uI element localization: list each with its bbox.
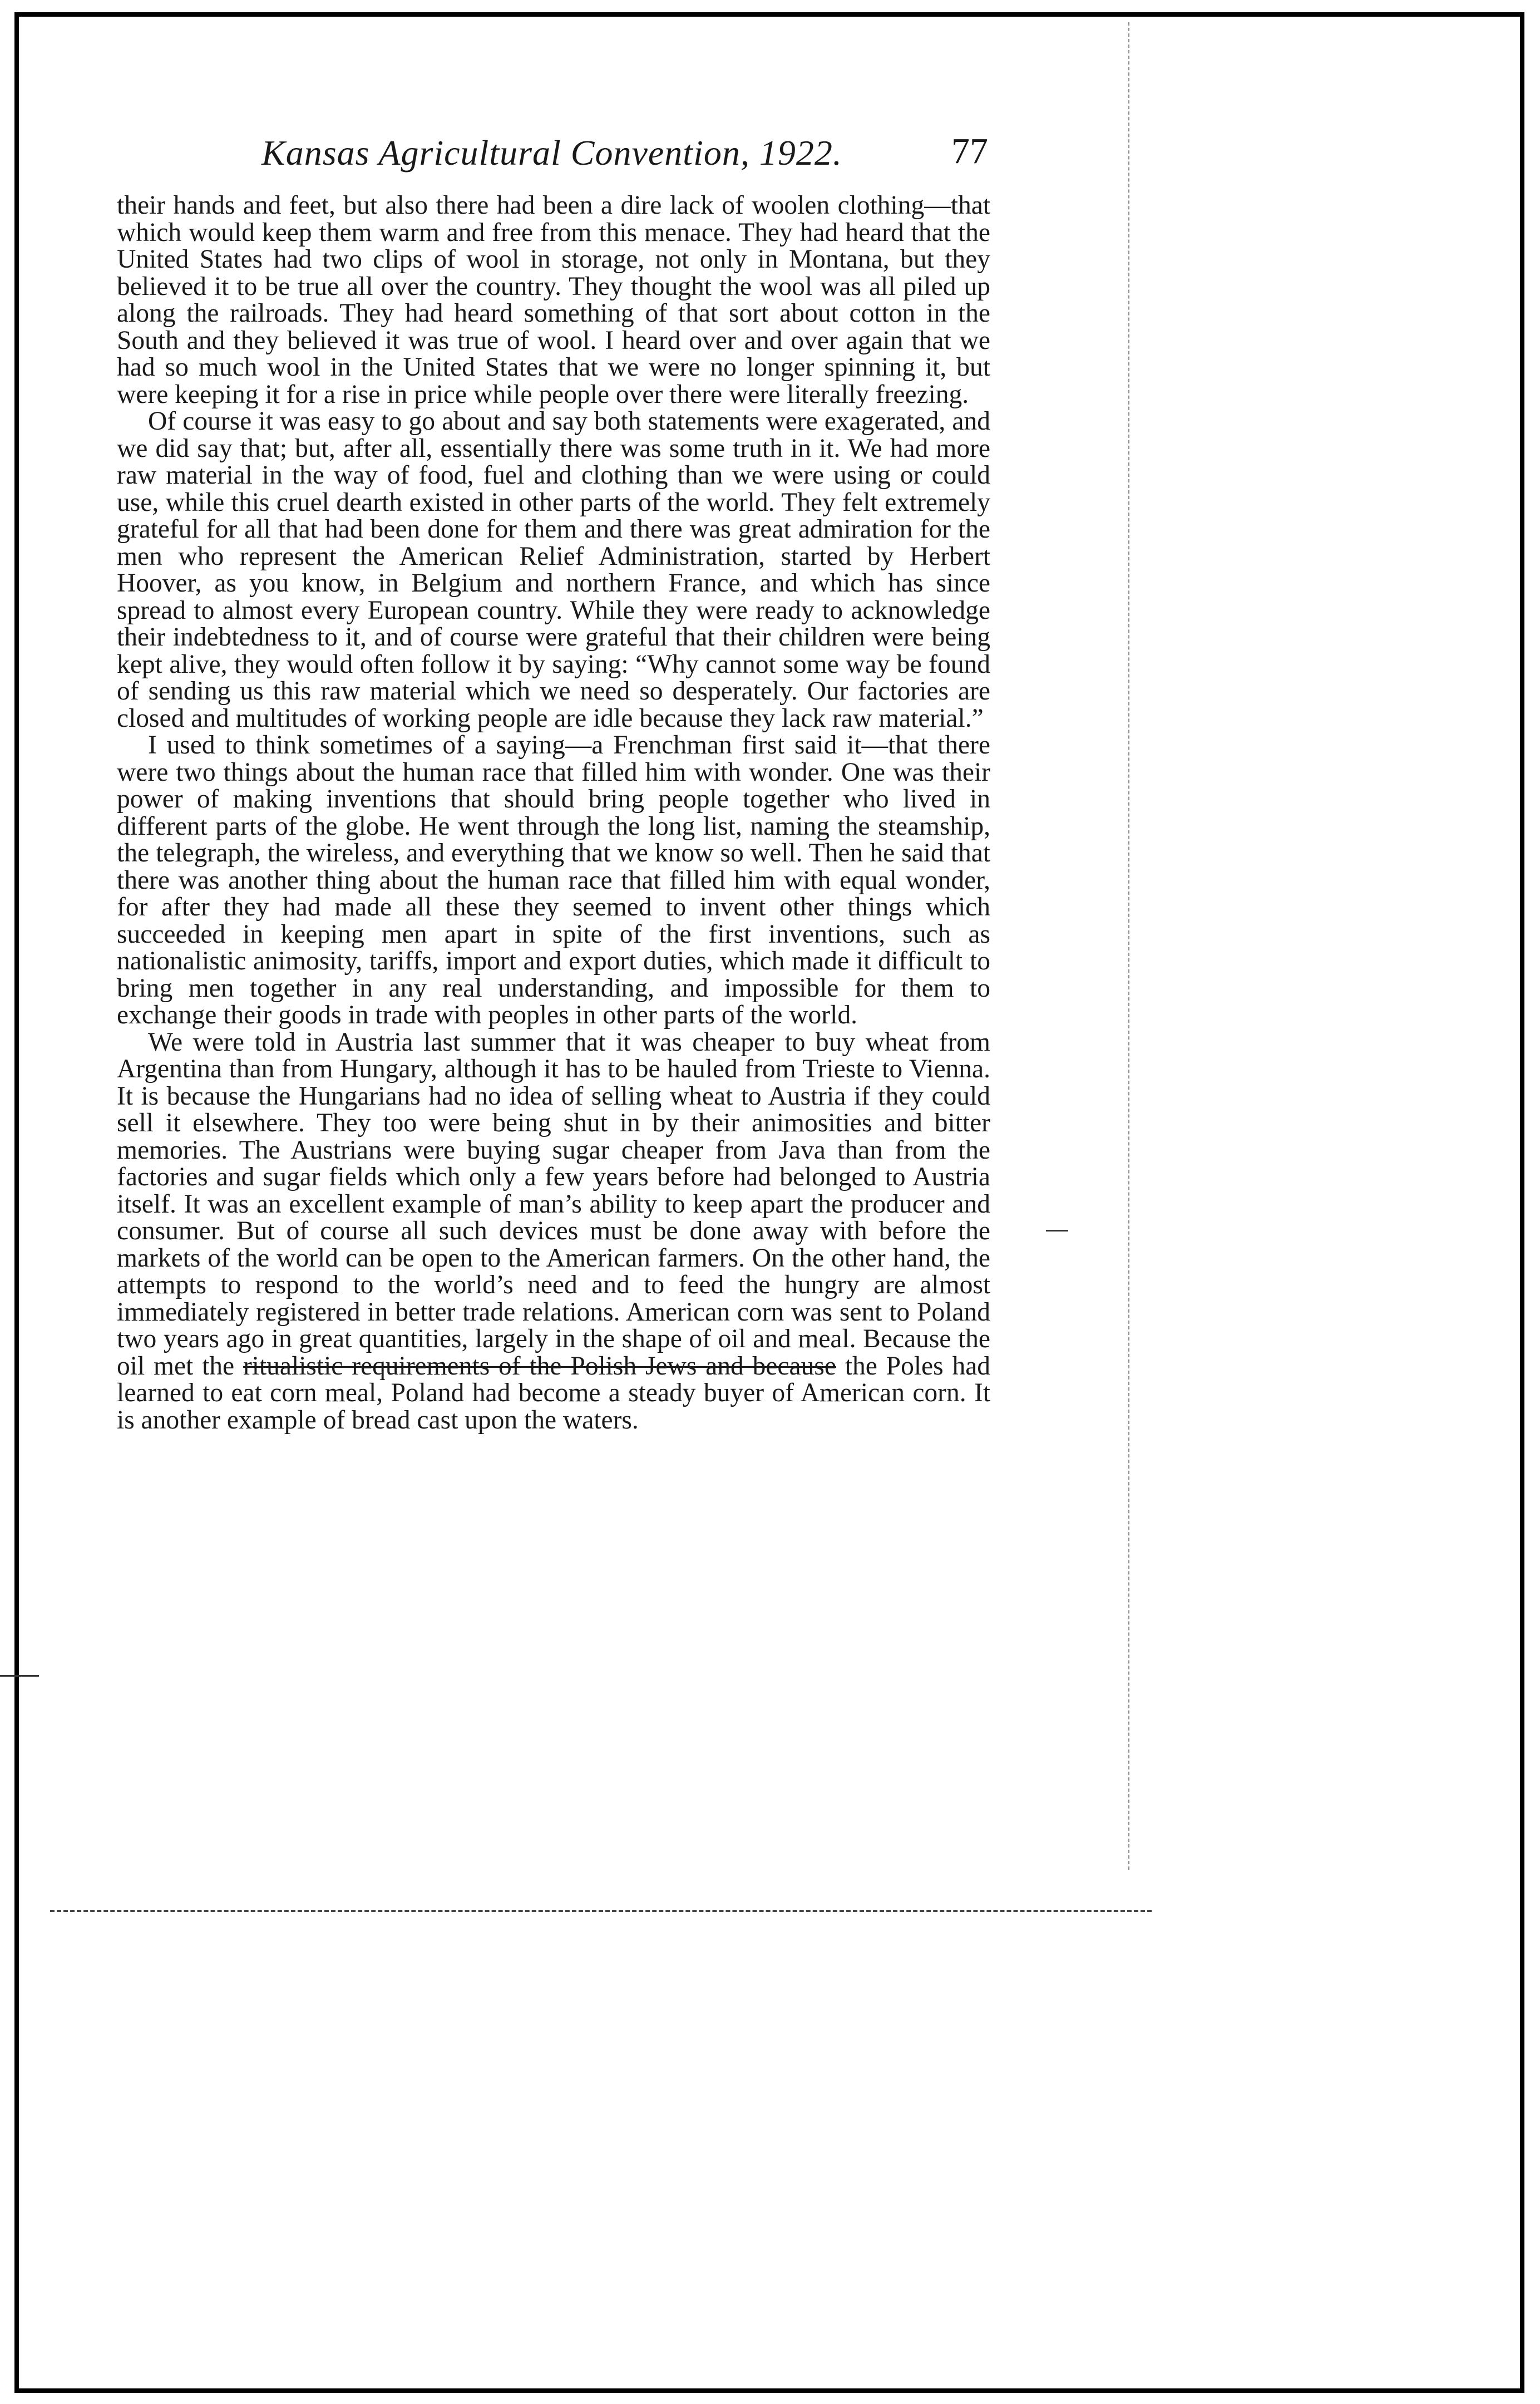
paragraph-4 <box>117 1029 990 1434</box>
scan-edge-horizontal <box>50 1910 1152 1912</box>
page-number: 77 <box>951 131 988 171</box>
running-title: Kansas Agricultural Convention, 1922. <box>261 133 842 173</box>
paragraph-1: their hands and feet, but also there had been a dire lack of woolen clothing—that which would keep them warm and free from this menace. They had heard that the United States had two clips of wool in storage, not only in Montana, but they believed it to be true all over the country. They thought the wool was all piled up along the railroads. They had heard something of that sort about cotton in the South and they believed it was true of wool. I heard over and over again that we had so much wool in the United States that we were no longer spinning it, but were keeping it for a rise in price while people over there were literally freezing. <box>117 191 990 409</box>
paragraph-3: I used to think sometimes of a saying—a Frenchman first said it—that there were two things about the human race that filled him with wonder. One was their power of making inventions that should bring people together who lived in different parts of the globe. He went through the long list, naming the steamship, the telegraph, the wireless, and everything that we know so well. Then he said that there was another thing about the human race that filled him with equal wonder, for after they had made all these they seemed to invent other things which succeeded in keeping men apart in spite of the first inventions, such as nationalistic animosity, tariffs, import and export duties, which made it difficult to bring men together in any real understanding, and impossible for them to exchange their goods in trade with peoples in other parts of the world. <box>117 731 990 1029</box>
scan-edge-vertical <box>1128 22 1129 1870</box>
struck-through-text: ritualistic requirements of the Polish Jews and because <box>243 1351 836 1381</box>
margin-tick-right <box>1046 1230 1068 1231</box>
paragraph-4-text-end: the Poles had learned to eat corn meal, Poland had become a steady buyer of American corn. It is another example of bread cast upon the waters. <box>117 1351 991 1435</box>
body-text <box>117 192 990 1433</box>
page-header <box>261 122 988 184</box>
paragraph-4-text-start: We were told in Austria last summer that it was cheaper to buy wheat from Argentina than from Hungary, although it has to be hauled from Trieste to Vienna. It is because the Hungarians had no idea of selling wheat to Austria if they could sell it elsewhere. They too were being shut in by their animosities and bitter memories. The Austrians were buying sugar cheaper from Java than from the factories and sugar fields which only a few years before had belonged to Austria itself. It was an excellent example of man’s ability to keep apart the producer and consumer. But of course all such devices must be done away with before the markets of the world can be open to the American farmers. On the other hand, the attempts to respond to the world’s need and to feed the hungry are almost immediately registered in better trade relations. American corn was sent to Poland two years ago in great quantities, largely in the shape of oil and meal. Because the oil met the <box>117 1027 990 1381</box>
paragraph-2: Of course it was easy to go about and say both statements were exagerated, and we did say that; but, after all, essentially there was some truth in it. We had more raw material in the way of food, fuel and clothing than we were using or could use, while this cruel dearth existed in other parts of the world. They felt extremely grateful for all that had been done for them and there was great admiration for the men who represent the American Relief Administration, started by Herbert Hoover, as you know, in Belgium and northern France, and which has since spread to almost every European country. While they were ready to acknowledge their indebtedness to it, and of course were grateful that their children were being kept alive, they would often follow it by saying: “Why cannot some way be found of sending us this raw material which we need so desperately. Our factories are closed and multitudes of working people are idle because they lack raw material.” <box>117 407 990 733</box>
margin-tick-left <box>0 1675 39 1677</box>
